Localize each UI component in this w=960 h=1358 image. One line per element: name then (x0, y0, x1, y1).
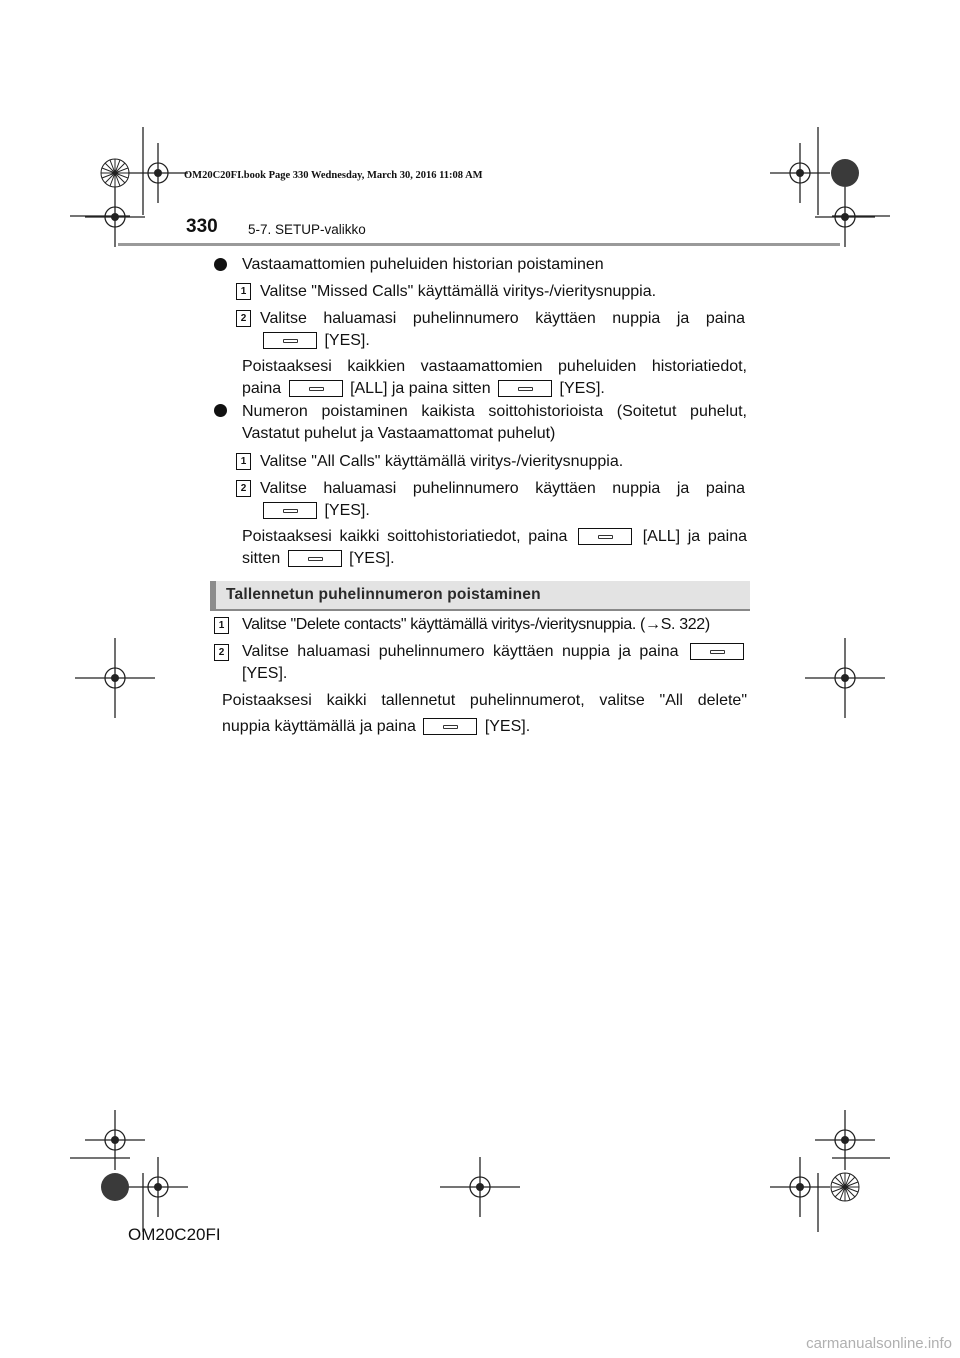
bullet2-note-line2 (242, 548, 747, 570)
bullet1-note (242, 356, 747, 400)
bullet1-title: Vastaamattomien puheluiden historian poistaminen (242, 256, 604, 273)
bullet2-note-sitten: sitten (242, 550, 281, 567)
bullet2-note-yes: [YES]. (349, 550, 395, 567)
bullet1-step1: Valitse "Missed Calls" käyttämällä viritys-/vieritysnuppia. (260, 283, 657, 300)
step-1-icon: 1 (236, 283, 251, 300)
section2-step2 (242, 641, 747, 685)
yes-button-icon (288, 550, 342, 567)
bullet2-title-line1: Numeron poistaminen kaikista soittohistorioista (Soitetut puhelut, (242, 403, 747, 420)
watermark: carmanualsonline.info (806, 1335, 952, 1352)
bullet2-step2 (260, 478, 745, 522)
section2-step2-line1 (242, 641, 747, 663)
step-1-icon: 1 (236, 453, 251, 470)
yes-button-icon (423, 718, 477, 735)
bullet-icon (214, 404, 227, 417)
bullet1-note-paina: paina (242, 380, 282, 397)
section2-note-text: nuppia käyttämällä ja paina (222, 718, 416, 735)
bullet2-step2-text: Valitse haluamasi puhelinnumero käyttäen nuppia ja paina (260, 480, 745, 497)
section-banner (210, 581, 750, 611)
bullet1-step2-end: [YES]. (324, 332, 370, 349)
page-number: 330 (186, 216, 218, 237)
bullet1-note-line2 (242, 378, 747, 400)
banner-accent (210, 581, 216, 609)
footer-code: OM20C20FI (128, 1225, 221, 1244)
section2-step1: Valitse "Delete contacts" käyttämällä viritys-/vieritysnuppia. (→S. 322) (242, 616, 710, 633)
bullet2-note-all: [ALL] ja paina (642, 528, 748, 545)
bullet-icon (214, 258, 227, 271)
bullet2-note (242, 526, 747, 570)
all-button-icon (289, 380, 343, 397)
bullet2-note-text: Poistaaksesi kaikki soittohistoriatiedot, paina (242, 528, 568, 545)
bullet1-step2-line2 (260, 330, 745, 352)
bullet2-title (242, 401, 747, 445)
header-rule (118, 243, 840, 246)
section2-note-line2 (222, 714, 747, 740)
section2-note-line1: Poistaaksesi kaikki tallennetut puhelinnumerot, valitse "All delete" (222, 692, 747, 709)
yes-button-icon (498, 380, 552, 397)
step-2-icon: 2 (214, 644, 229, 661)
bullet2-step2-line2 (260, 500, 745, 522)
step-2-icon: 2 (236, 310, 251, 327)
bullet2-note-line1 (242, 526, 747, 548)
bullet1-note-all: [ALL] ja paina sitten (350, 380, 491, 397)
section2-note (222, 688, 747, 740)
banner-title: Tallennetun puhelinnumeron poistaminen (226, 586, 541, 603)
step-2-icon: 2 (236, 480, 251, 497)
bullet1-step2-text: Valitse haluamasi puhelinnumero käyttäen nuppia ja paina (260, 310, 745, 327)
bullet1-step2 (260, 308, 745, 352)
all-button-icon (578, 528, 632, 545)
bullet2-step2-end: [YES]. (324, 502, 370, 519)
section2-step2-text: Valitse haluamasi puhelinnumero käyttäen nuppia ja paina (242, 643, 679, 660)
select-button-icon (690, 643, 744, 660)
select-button-icon (263, 502, 317, 519)
step-1-icon: 1 (214, 617, 229, 634)
book-info: OM20C20FI.book Page 330 Wednesday, March 30, 2016 11:08 AM (184, 170, 483, 181)
section2-step2-end: [YES]. (242, 665, 288, 682)
bullet2-step1: Valitse "All Calls" käyttämällä viritys-/vieritysnuppia. (260, 453, 624, 470)
bullet1-note-line1: Poistaaksesi kaikkien vastaamattomien puheluiden historiatiedot, (242, 358, 747, 375)
section2-note-yes: [YES]. (484, 718, 531, 735)
bullet1-note-yes: [YES]. (559, 380, 605, 397)
bullet2-title-line2: Vastatut puhelut ja Vastaamattomat puhelut) (242, 425, 556, 442)
select-button-icon (263, 332, 317, 349)
section-title: 5-7. SETUP-valikko (248, 222, 366, 237)
